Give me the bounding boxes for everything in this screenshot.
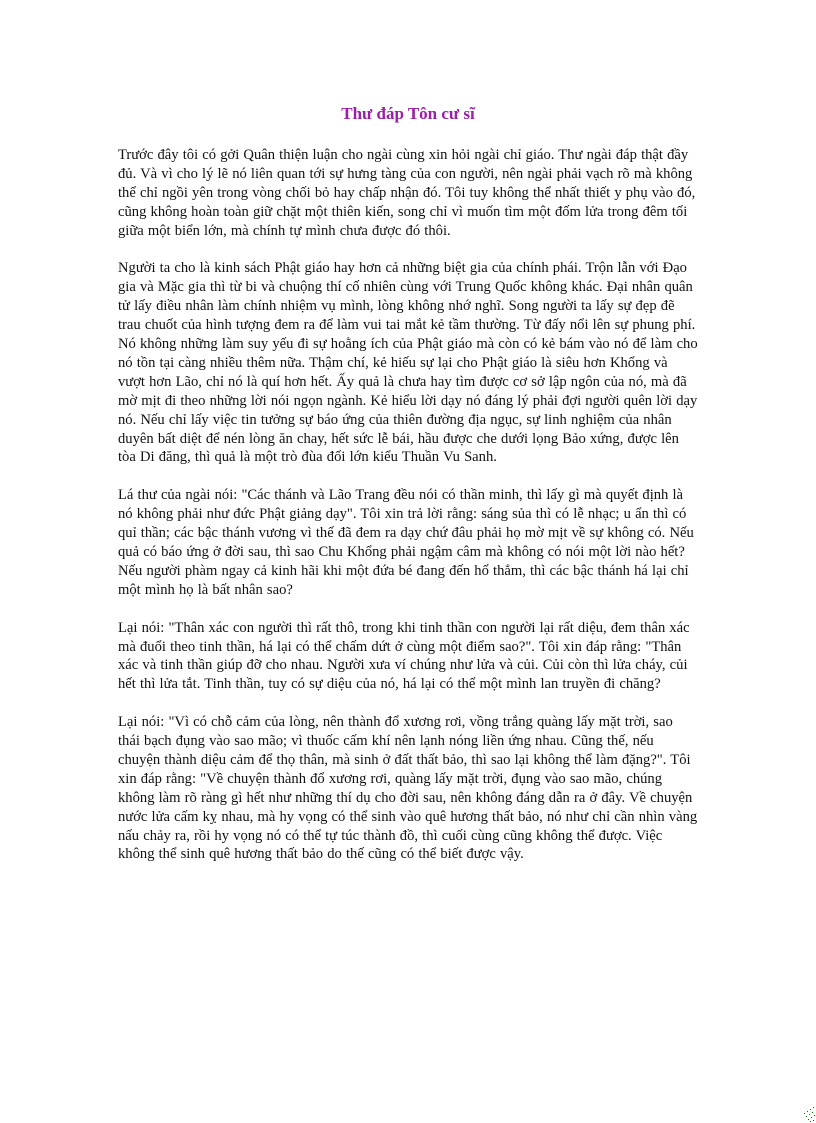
paragraph-1: Trước đây tôi có gởi Quân thiện luận cho ngài cùng xin hỏi ngài chỉ giáo. Thư ngài đáp thật đầy đủ. Và vì cho lý lẽ nó liên quan tới sự hưng tàng của con người, nên ngài phải vạch rõ mà không thể chỉ ngồi yên trong vòng chối bỏ hay chấp nhận đó. Tôi tuy không thể nhất thiết y phụ vào đó, cũng không hoàn toàn giữ chặt một thiên kiến, song chỉ vì muốn tìm một đốm lửa trong đêm tối giữa một biển lớn, mà chính tự mình chưa được đó thôi. bbox=[118, 147, 696, 239]
paragraph-5: Lại nói: "Vì có chỗ cảm của lòng, nên thành đổ xương rơi, vồng trắng quàng lấy mặt trời, sao thái bạch đụng vào sao mão; vì thuốc cấm khí nên lạnh nóng liền ứng nhau. Cũng thế, nếu chuyện thành diệu cảm để thọ thân, mà sinh ở đất thất bảo, thì sao lại không thể làm đặng?". Tôi xin đáp rằng: "Về chuyện thành đổ xương rơi, quàng lấy mặt trời, đụng vào sao mão, chúng không làm rõ ràng gì hết như những thí dụ cho đời sau, nên không đáng dẫn ra ở đây. Về chuyện nước lửa cấm kỵ nhau, mà hy vọng có thể sinh vào quê hương thất bảo, nó như chỉ cần nhìn vàng nấu chảy ra, rồi hy vọng nó có thể tự túc thành đồ, thì cuối cùng cũng không thể được. Việc không thể sinh quê hương thất bảo do thế cũng có thể biết được vậy. bbox=[118, 714, 698, 863]
paragraph-4: Lại nói: "Thân xác con người thì rất thô, trong khi tinh thần con người lại rất diệu, đem thân xác mà đuổi theo tinh thần, há lại có thể chấm dứt ở cùng một điểm sao?". Tôi xin đáp rằng: "Thân xác và tinh thần giúp đỡ cho nhau. Người xưa ví chúng như lửa và củi. Củi còn thì lửa cháy, củi hết thì lửa tắt. Tinh thần, tuy có sự diệu của nó, há lại có thể một mình lan truyền đi chăng? bbox=[118, 619, 690, 693]
paragraph-3: Lá thư của ngài nói: "Các thánh và Lão Trang đều nói có thần minh, thì lấy gì mà quyết định là nó không phải như đức Phật giảng dạy". Tôi xin trả lời rằng: sáng sủa thì có lễ nhạc; u ẩn thì có quỉ thần; các bậc thánh vương vì thế đã đem ra dạy chứ đâu phải họ mờ mịt về sự không có. Nếu quả có báo ứng ở đời sau, thì sao Chu Khổng phải ngậm câm mà không có nói một lời nào hết? Nếu người phàm ngay cả kinh hãi khi một đứa bé đang đến hố thẳm, thì các bậc thánh há lại chỉ một mình họ là bất nhân sao? bbox=[118, 487, 694, 598]
document-body bbox=[118, 146, 698, 883]
paragraph-2: Người ta cho là kinh sách Phật giáo hay hơn cả những biệt gia của chính phái. Trộn lẫn với Đạo gia và Mặc gia thì từ bi và chuộng thí cố nhiên cùng với Trung Quốc không khác. Đại nhân quân tử lấy điều nhân làm chính nhiệm vụ mình, lòng không nhớ nghĩ. Song người ta lấy sự đẹp đẽ trau chuốt của hình tượng đem ra để làm vui tai mắt kẻ tầm thường. Từ đấy nổi lên sự phung phí. Nó không những làm suy yếu đi sự hoằng ích của Phật giáo mà còn có kẻ bám vào nó để làm cho nó tồn tại càng nhiều thêm nữa. Thậm chí, kẻ hiếu sự lại cho Phật giáo là siêu hơn Khổng và vượt hơn Lão, chỉ nó là quí hơn hết. Ấy quả là chưa hay tìm được cơ sở lập ngôn của nó, mà đã mờ mịt đi theo những lời nói ngọn ngành. Kẻ hiểu lời dạy nó đáng lý phải đợi người quên lời dạy nó. Nếu chỉ lấy việc tin tưởng sự báo ứng của thiên đường địa ngục, sự linh nghiệm của nhân duyên bất diệt để nén lòng ăn chay, hết sức lễ bái, hầu được che dưới lọng Bảo xứng, được lên tòa Di đăng, thì quả là một trò đùa đối lớn kiểu Thuần Vu Sanh. bbox=[118, 260, 698, 466]
corner-dot-pattern-icon bbox=[776, 1083, 816, 1123]
document-title: Thư đáp Tôn cư sĩ bbox=[341, 104, 475, 123]
